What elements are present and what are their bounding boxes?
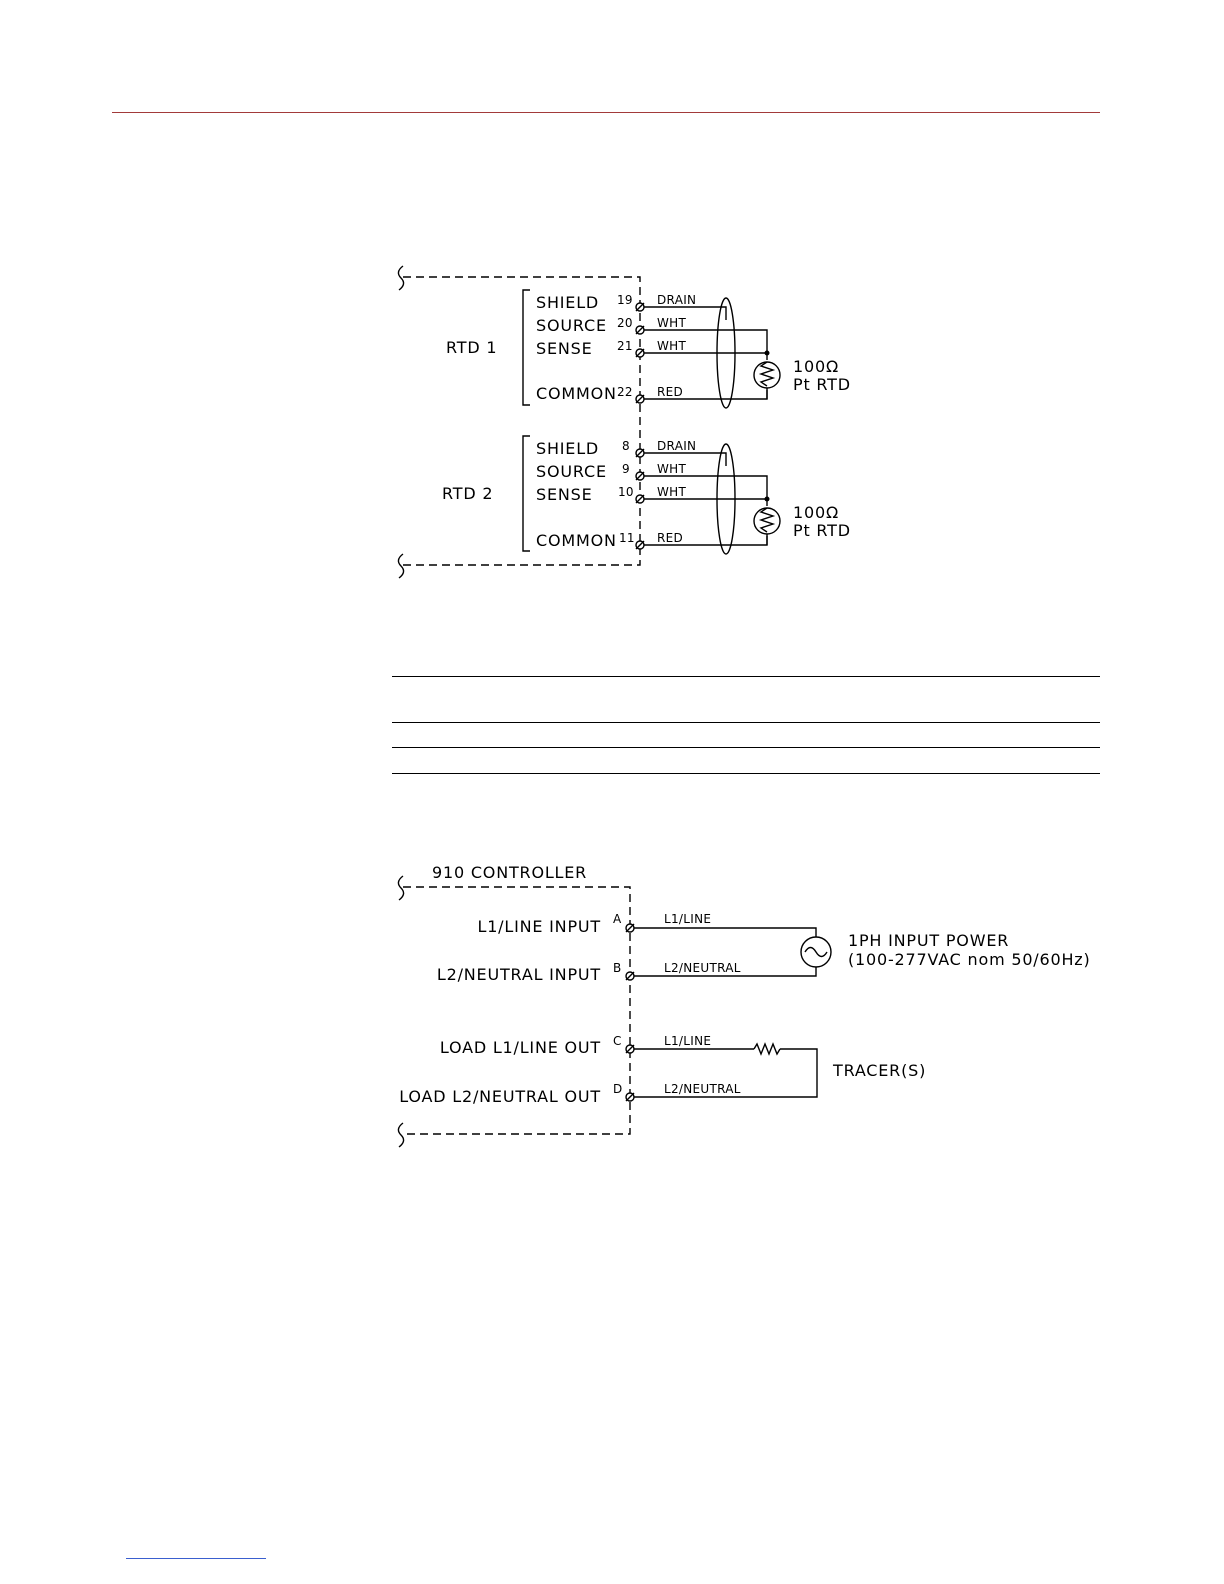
table-rule <box>392 747 1100 748</box>
wire-label: L2/NEUTRAL <box>664 1082 741 1096</box>
rtd-group-2 <box>442 436 851 554</box>
terminal-label: LOAD L1/LINE OUT <box>439 1038 601 1057</box>
break-symbol <box>398 554 403 578</box>
wire-label: WHT <box>657 316 687 330</box>
terminal-letter: C <box>613 1034 622 1048</box>
line-wire <box>634 928 816 937</box>
table-rule <box>392 773 1100 774</box>
terminal-letter: A <box>613 912 622 926</box>
terminal-number: 22 <box>617 385 633 399</box>
terminal-letter: B <box>613 961 622 975</box>
signal-label: SHIELD <box>536 293 600 312</box>
sensor-rating: 100Ω <box>793 503 839 522</box>
terminal-number: 8 <box>622 439 630 453</box>
wire-label: WHT <box>657 485 687 499</box>
break-symbol <box>398 266 403 290</box>
wire-label: DRAIN <box>657 439 697 453</box>
wire-label: WHT <box>657 462 687 476</box>
group-bracket <box>523 436 530 551</box>
terminal-number: 21 <box>617 339 633 353</box>
rtd-sensor-icon <box>754 353 780 399</box>
wire-label: L2/NEUTRAL <box>664 961 741 975</box>
signal-label: SENSE <box>536 339 593 358</box>
power-wiring-diagram <box>398 863 1090 1147</box>
signal-label: SHIELD <box>536 439 600 458</box>
rtd-group-1 <box>446 290 851 408</box>
power-source-label: 1PH INPUT POWER <box>848 931 1010 950</box>
wire-label: RED <box>657 385 684 399</box>
sensor-rating: 100Ω <box>793 357 839 376</box>
tracer-resistor-icon <box>754 1044 780 1054</box>
signal-label: COMMON <box>536 531 617 550</box>
rtd-sensor-icon <box>754 499 780 545</box>
signal-label: SENSE <box>536 485 593 504</box>
signal-label: SOURCE <box>536 316 607 335</box>
table-rule <box>392 676 1100 677</box>
wire-label: DRAIN <box>657 293 697 307</box>
table-rule <box>392 722 1100 723</box>
group-bracket <box>523 290 530 405</box>
wire-label: L1/LINE <box>664 912 712 926</box>
signal-label: SOURCE <box>536 462 607 481</box>
terminal-number: 19 <box>617 293 633 307</box>
terminal-number: 20 <box>617 316 633 330</box>
terminal-label: L1/LINE INPUT <box>477 917 601 936</box>
terminal-number: 11 <box>619 531 635 545</box>
load-label: TRACER(S) <box>833 1061 927 1080</box>
terminal-label: L2/NEUTRAL INPUT <box>436 965 601 984</box>
rtd-group-label: RTD 1 <box>446 338 498 357</box>
controller-title: 910 CONTROLLER <box>432 863 588 882</box>
break-symbol <box>398 1123 403 1147</box>
wire-label: L1/LINE <box>664 1034 712 1048</box>
break-symbol <box>398 876 403 900</box>
power-source-spec: (100-277VAC nom 50/60Hz) <box>848 950 1091 969</box>
signal-label: COMMON <box>536 384 617 403</box>
terminal-number: 10 <box>618 485 634 499</box>
sensor-type: Pt RTD <box>793 521 851 540</box>
terminal-label: LOAD L2/NEUTRAL OUT <box>399 1087 601 1106</box>
wire-label: RED <box>657 531 684 545</box>
terminal-letter: D <box>613 1082 623 1096</box>
terminal-number: 9 <box>622 462 630 476</box>
rtd-wiring-diagram <box>398 266 850 578</box>
sensor-type: Pt RTD <box>793 375 851 394</box>
ac-source-icon <box>801 937 831 967</box>
rtd-group-label: RTD 2 <box>442 484 494 503</box>
wire-label: WHT <box>657 339 687 353</box>
footer-link[interactable] <box>126 1558 266 1559</box>
